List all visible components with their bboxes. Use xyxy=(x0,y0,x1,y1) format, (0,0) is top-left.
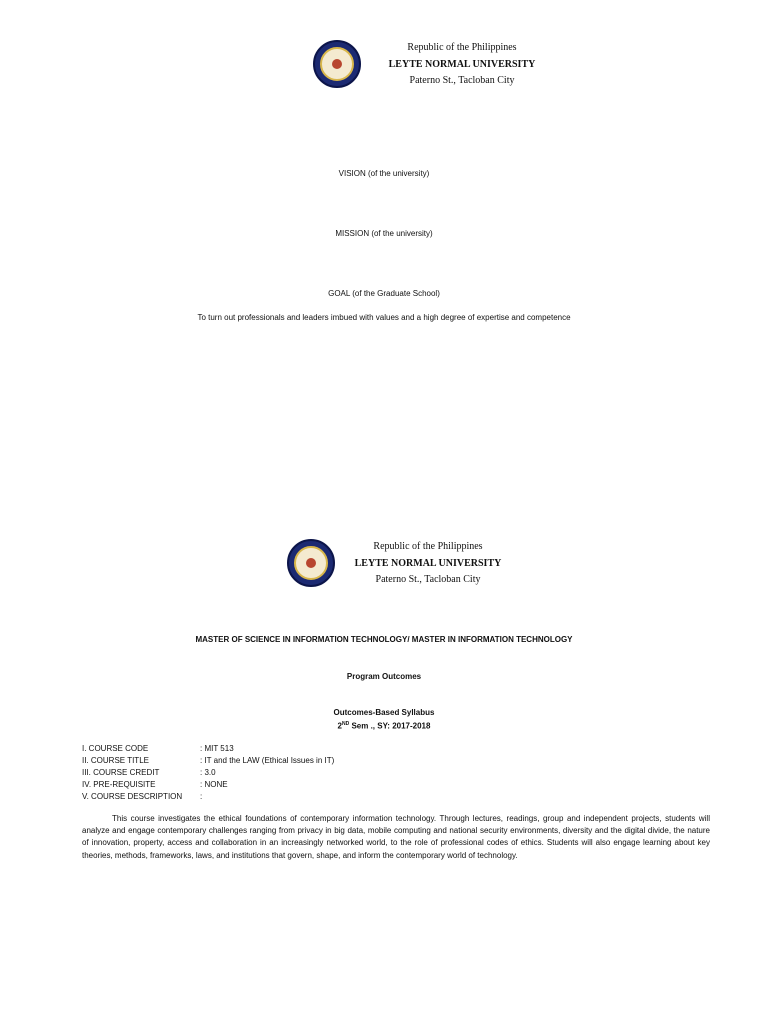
semester-line xyxy=(0,719,768,732)
goal-heading: GOAL (of the Graduate School) xyxy=(328,289,440,298)
university-name: LEYTE NORMAL UNIVERSITY xyxy=(388,59,536,70)
program-title: MASTER OF SCIENCE IN INFORMATION TECHNOLOGY/ MASTER IN INFORMATION TECHNOLOGY xyxy=(195,635,573,644)
vision-heading: VISION (of the university) xyxy=(338,169,430,178)
course-description-label: V. COURSE DESCRIPTION xyxy=(82,792,183,801)
mission-heading: MISSION (of the university) xyxy=(335,229,433,238)
course-description-text: This course investigates the ethical foundations of contemporary information technology. Through lectures, readings, group and independent projects, students will analyze and engage contemporary challenges ranging from privacy in big data, mobile computing and national security environments, diversity and the digital divide, the nature of innovation, property, access and collaboration in an increasingly networked world, to the role of professional codes of ethics. Students will also engage learning about key theories, methods, frameworks, laws, and institutions that govern, shape, and inform the contemporary world of technology. xyxy=(82,814,710,860)
course-code-row xyxy=(82,743,482,755)
course-credit-row xyxy=(82,767,482,779)
syllabus-title: Outcomes-Based Syllabus xyxy=(333,708,435,717)
prerequisite-value: : NONE xyxy=(200,780,228,789)
semester-number: 2 xyxy=(337,721,342,731)
prerequisite-label: IV. PRE-REQUISITE xyxy=(82,780,156,789)
header-text-block xyxy=(308,539,548,588)
prerequisite-row xyxy=(82,779,482,791)
course-credit-value: : 3.0 xyxy=(200,768,216,777)
university-address: Paterno St., Tacloban City xyxy=(409,75,515,86)
semester-rest: Sem ., SY: 2017-2018 xyxy=(349,721,431,731)
course-credit-label: III. COURSE CREDIT xyxy=(82,768,160,777)
goal-text: To turn out professionals and leaders imbued with values and a high degree of expertise and competence xyxy=(197,313,571,322)
republic-line: Republic of the Philippines xyxy=(373,541,483,552)
course-code-label: I. COURSE CODE xyxy=(82,744,149,753)
course-title-value: : IT and the LAW (Ethical Issues in IT) xyxy=(200,756,335,765)
course-code-value: : MIT 513 xyxy=(200,744,234,753)
university-address: Paterno St., Tacloban City xyxy=(375,574,481,585)
republic-line: Republic of the Philippines xyxy=(407,42,517,53)
program-outcomes-heading: Program Outcomes xyxy=(346,672,422,681)
university-header-top xyxy=(0,38,768,98)
course-title-row xyxy=(82,755,482,767)
header-text-block xyxy=(342,40,582,89)
university-header-bottom xyxy=(0,537,768,597)
course-description-value: : xyxy=(200,792,203,801)
university-name: LEYTE NORMAL UNIVERSITY xyxy=(354,558,502,569)
course-title-label: II. COURSE TITLE xyxy=(82,756,149,765)
course-description-row xyxy=(82,791,482,803)
semester-superscript: ND xyxy=(341,721,350,727)
